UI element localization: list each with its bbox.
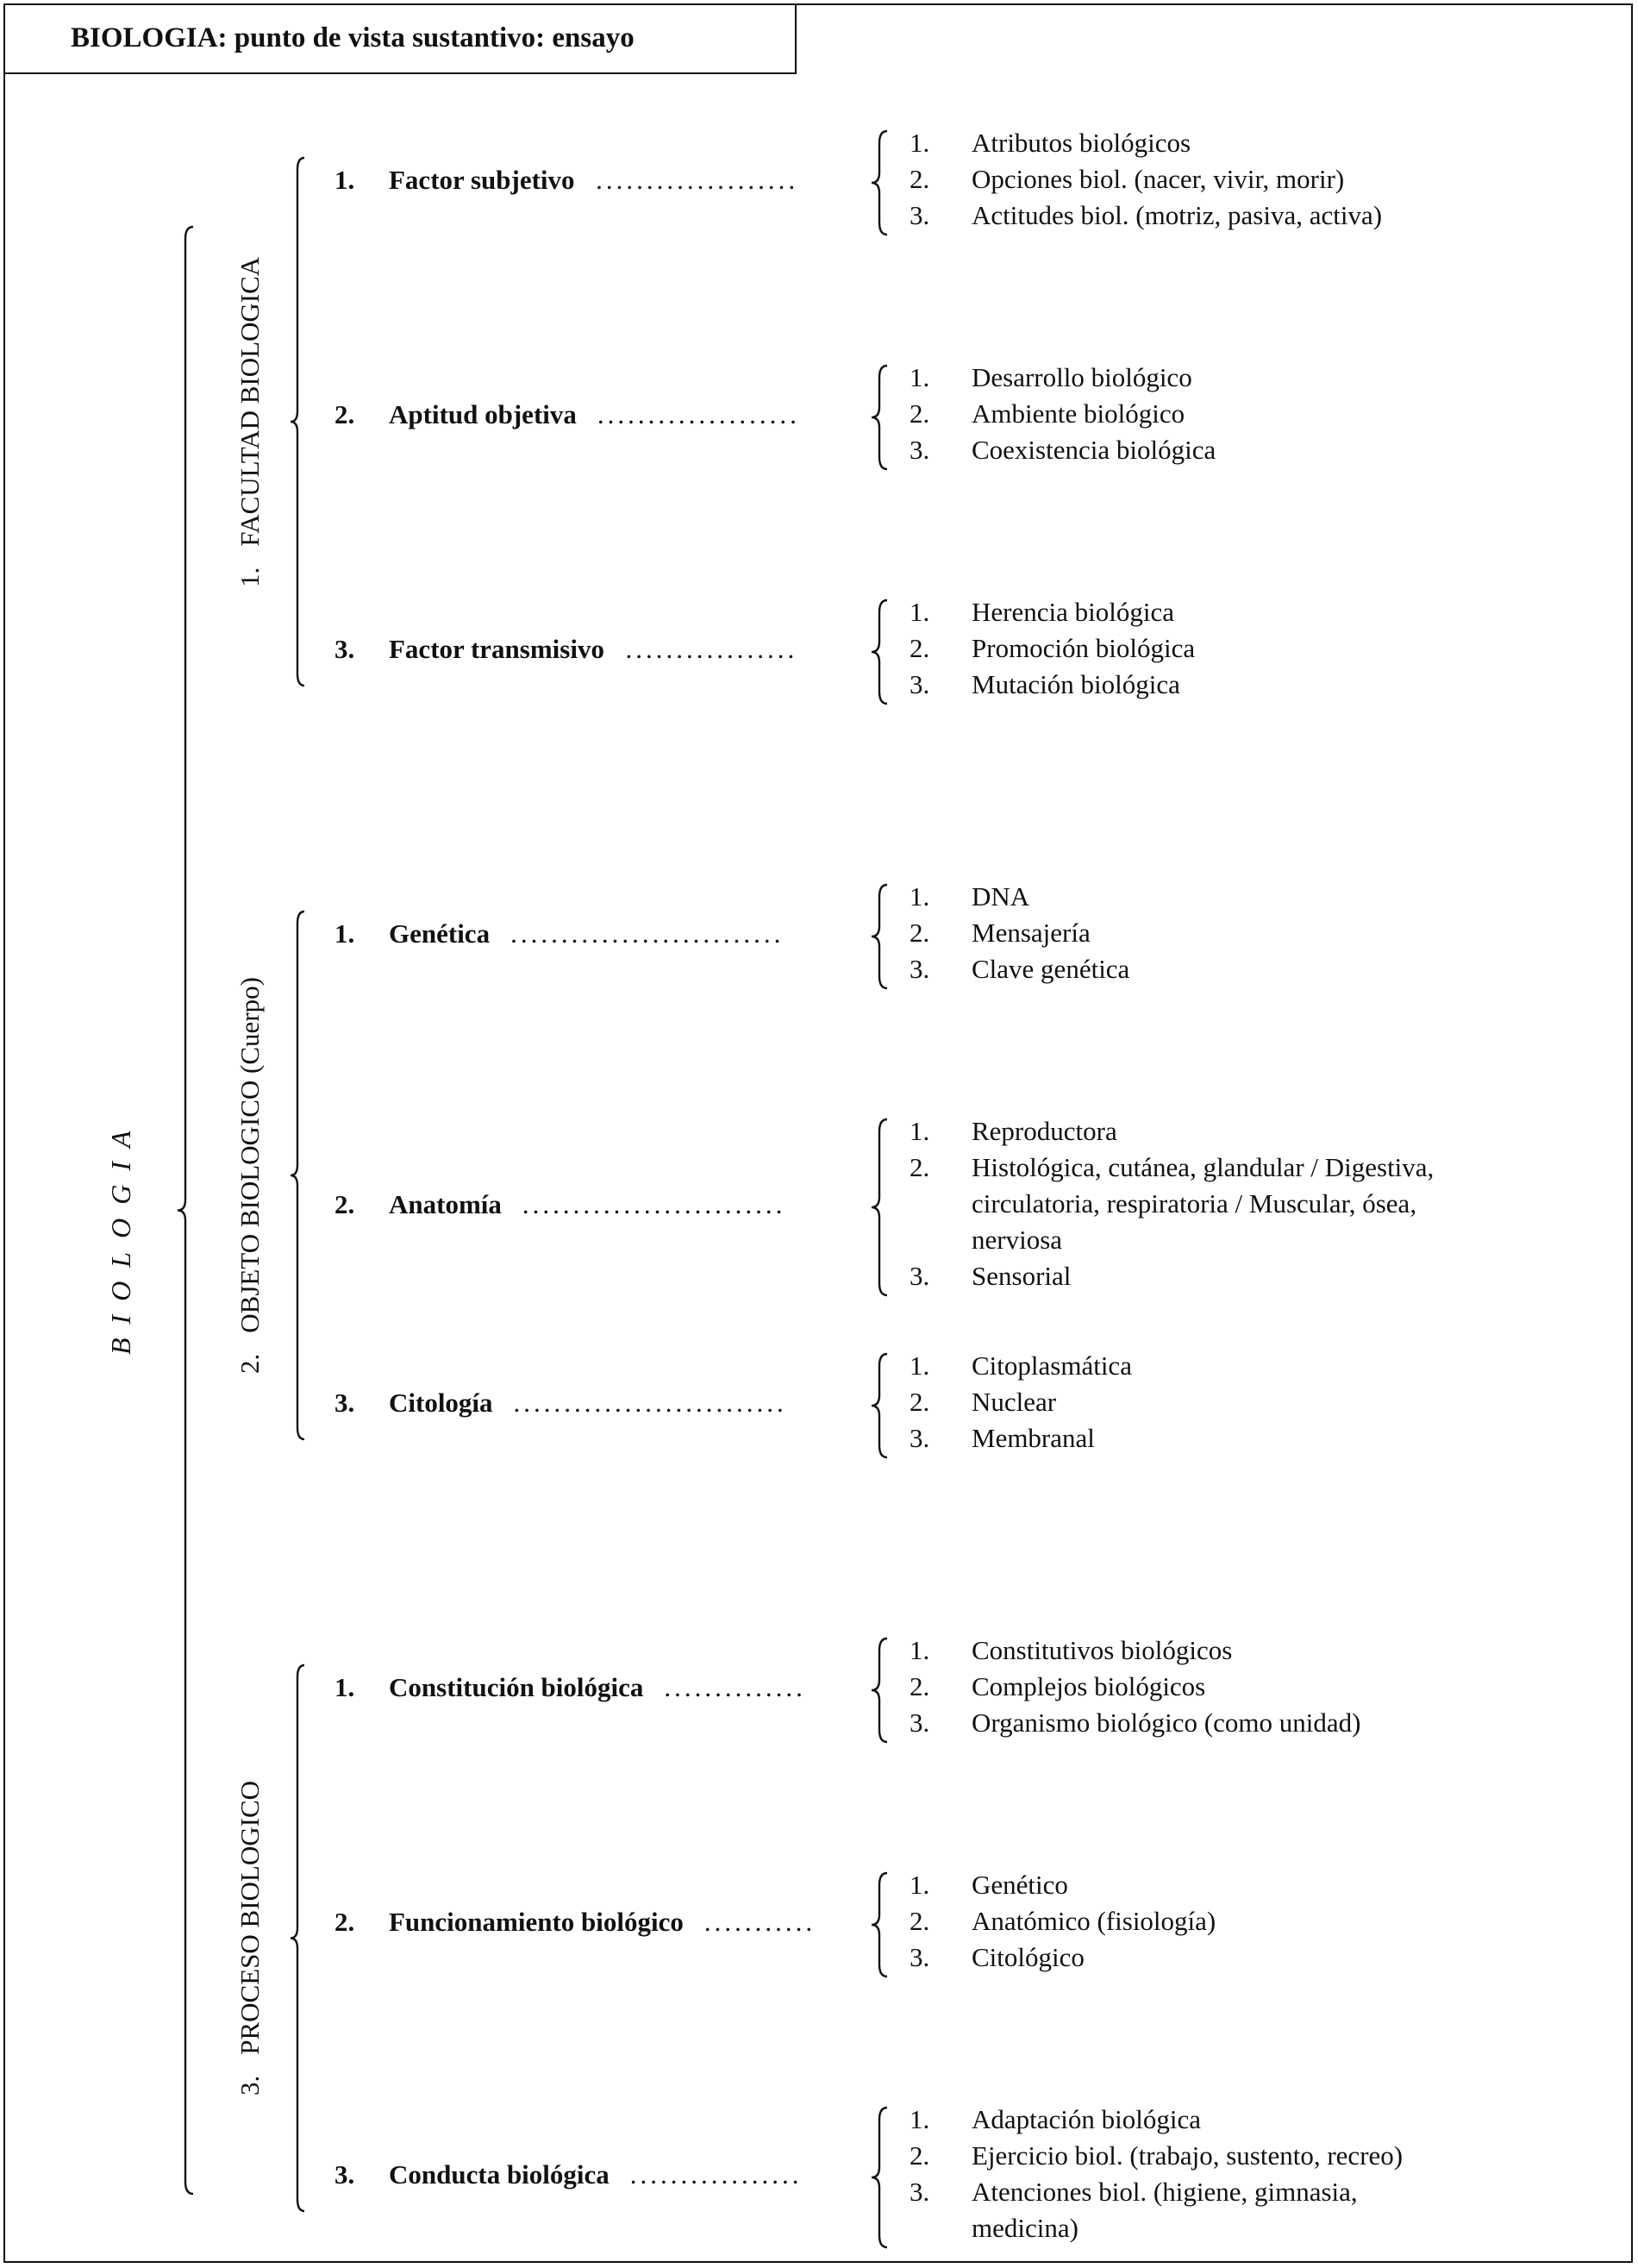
factor-number: 1.	[334, 1672, 355, 1702]
item-text: Sensorial	[972, 1261, 1072, 1291]
item-text: Herencia biológica	[972, 597, 1174, 627]
factor-group-brace	[291, 158, 304, 686]
item-text: Organismo biológico (como unidad)	[972, 1707, 1361, 1738]
root-brace	[178, 227, 193, 2194]
leader-dots: ...........................	[510, 918, 785, 949]
factor-number: 2.	[334, 399, 355, 429]
leader-dots: ...........................	[513, 1388, 787, 1418]
item-text: Reproductora	[972, 1116, 1117, 1146]
item-text: Ejercicio biol. (trabajo, sustento, recreo)	[972, 2140, 1404, 2171]
factor-group-brace	[291, 1665, 304, 2211]
factor-name: Conducta biológica	[389, 2159, 610, 2190]
item-group-brace	[872, 885, 887, 988]
item-number: 3.	[910, 1707, 930, 1738]
factor-name: Factor transmisivo	[389, 634, 604, 664]
item-number: 3.	[910, 1261, 930, 1291]
item-group-brace	[872, 1873, 887, 1977]
item-text: Atributos biológicos	[972, 128, 1191, 158]
item-number: 2.	[910, 398, 930, 429]
item-number: 2.	[910, 1671, 930, 1701]
factor-name: Genética	[389, 918, 491, 949]
diagram-title: BIOLOGIA: punto de vista sustantivo: ensayo	[71, 22, 635, 53]
section-label	[234, 256, 266, 586]
item-number: 1.	[910, 597, 930, 627]
item-text: DNA	[972, 881, 1030, 912]
item-text: Mutación biológica	[972, 669, 1180, 699]
item-text: Nuclear	[972, 1387, 1057, 1417]
item-text: Opciones biol. (nacer, vivir, morir)	[972, 164, 1345, 194]
title-box	[3, 3, 797, 74]
item-group-brace	[872, 131, 887, 235]
item-number: 2.	[910, 1152, 930, 1182]
item-text: Actitudes biol. (motriz, pasiva, activa)	[972, 200, 1383, 230]
factor-name: Citología	[389, 1388, 493, 1418]
item-number: 1.	[910, 881, 930, 912]
factor-name: Aptitud objetiva	[389, 399, 577, 429]
item-text: Histológica, cutánea, glandular / Digestiva,	[972, 1152, 1435, 1182]
item-text: circulatoria, respiratoria / Muscular, ósea,	[972, 1188, 1417, 1219]
factor-number: 3.	[334, 2159, 355, 2190]
item-number: 1.	[910, 1350, 930, 1381]
factor-name: Funcionamiento biológico	[389, 1907, 684, 1937]
factor-name: Anatomía	[389, 1189, 502, 1219]
section-number: 3.	[234, 2075, 265, 2096]
section-label	[234, 977, 266, 1374]
item-number: 2.	[910, 1906, 930, 1936]
item-number: 2.	[910, 164, 930, 194]
item-text: Complejos biológicos	[972, 1671, 1206, 1701]
section-number: 2.	[234, 1353, 265, 1374]
item-text: Promoción biológica	[972, 633, 1196, 663]
section-title: FACULTAD BIOLOGICA	[234, 256, 265, 547]
item-number: 1.	[910, 2104, 930, 2134]
item-text: Mensajería	[972, 918, 1091, 948]
item-group-brace	[872, 1638, 887, 1742]
item-number: 3.	[910, 1942, 930, 1972]
leader-dots: ..........................	[522, 1189, 786, 1219]
item-group-brace	[872, 1354, 887, 1457]
item-text: Constitutivos biológicos	[972, 1635, 1233, 1665]
item-number: 3.	[910, 669, 930, 699]
factor-name: Factor subjetivo	[389, 165, 575, 195]
item-number: 2.	[910, 633, 930, 663]
item-number: 1.	[910, 362, 930, 392]
item-number: 1.	[910, 128, 930, 158]
leader-dots: ....................	[596, 165, 799, 195]
factor-number: 1.	[334, 918, 355, 949]
item-number: 2.	[910, 918, 930, 948]
item-text: Citológico	[972, 1942, 1085, 1972]
leader-dots: .................	[625, 634, 798, 664]
item-group-brace	[872, 366, 887, 469]
item-number: 3.	[910, 435, 930, 465]
factor-name: Constitución biológica	[389, 1672, 644, 1702]
item-text: medicina)	[972, 2213, 1078, 2243]
item-number: 3.	[910, 1423, 930, 1453]
item-number: 1.	[910, 1635, 930, 1665]
item-text: nerviosa	[972, 1225, 1063, 1255]
item-number: 2.	[910, 1387, 930, 1417]
section-title: PROCESO BIOLOGICO	[234, 1780, 265, 2055]
item-text: Genético	[972, 1870, 1068, 1900]
item-text: Citoplasmática	[972, 1350, 1132, 1381]
leader-dots: ...........	[703, 1907, 816, 1937]
factor-number: 3.	[334, 634, 355, 664]
section-number: 1.	[234, 567, 265, 587]
factor-number: 2.	[334, 1189, 355, 1219]
factor-number: 1.	[334, 165, 355, 195]
leader-dots: .................	[629, 2159, 803, 2190]
item-text: Membranal	[972, 1423, 1095, 1453]
item-number: 1.	[910, 1116, 930, 1146]
section-label	[234, 1781, 266, 2096]
item-number: 3.	[910, 2177, 930, 2207]
item-number: 3.	[910, 200, 930, 230]
item-text: Clave genética	[972, 954, 1130, 984]
root-label-biologia: BIOLOGIA	[105, 1117, 136, 1356]
factor-group-brace	[291, 912, 304, 1439]
leader-dots: ..............	[664, 1672, 806, 1702]
leader-dots: ....................	[597, 399, 800, 429]
section-title: OBJETO BIOLOGICO (Cuerpo)	[234, 977, 265, 1333]
item-number: 3.	[910, 954, 930, 984]
item-text: Coexistencia biológica	[972, 435, 1216, 465]
item-number: 1.	[910, 1870, 930, 1900]
item-text: Atenciones biol. (higiene, gimnasia,	[972, 2177, 1358, 2207]
item-text: Adaptación biológica	[972, 2104, 1201, 2134]
item-group-brace	[872, 2108, 887, 2247]
item-text: Ambiente biológico	[972, 398, 1185, 429]
factor-number: 3.	[334, 1388, 355, 1418]
factor-number: 2.	[334, 1907, 355, 1937]
item-text: Desarrollo biológico	[972, 362, 1192, 392]
item-text: Anatómico (fisiología)	[972, 1906, 1216, 1936]
item-group-brace	[872, 1119, 887, 1295]
item-number: 2.	[910, 2140, 930, 2171]
item-group-brace	[872, 600, 887, 704]
